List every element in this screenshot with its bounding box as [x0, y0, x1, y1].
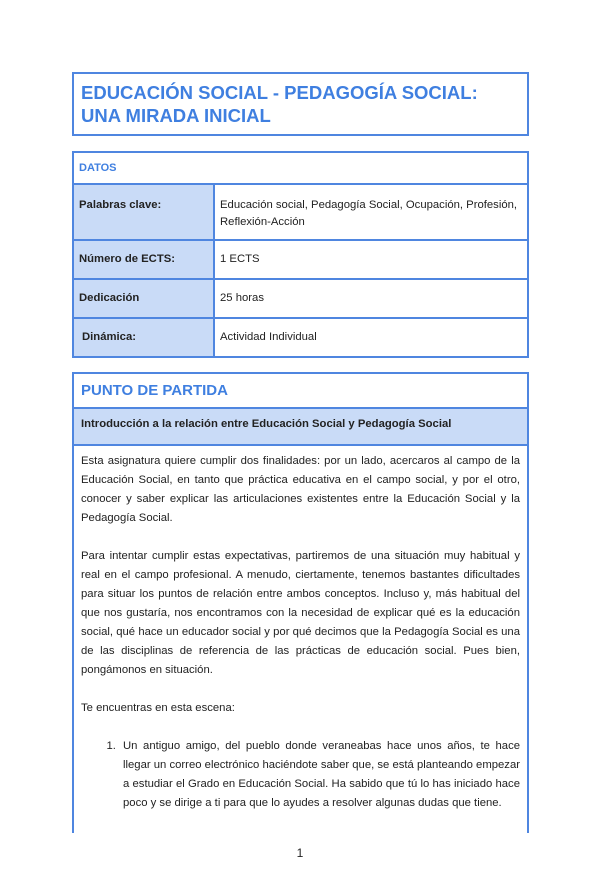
section-subheading: Introducción a la relación entre Educación Social y Pedagogía Social: [74, 409, 527, 446]
row-value: 1 ECTS: [214, 240, 528, 279]
row-value: 25 horas: [214, 279, 528, 318]
row-label: Número de ECTS:: [73, 240, 214, 279]
page-number: 1: [296, 846, 304, 860]
table-row: [73, 240, 528, 279]
punto-de-partida-section: [72, 372, 529, 833]
row-value: Educación social, Pedagogía Social, Ocupación, Profesión, Reflexión-Acción: [214, 184, 528, 240]
title-box: [72, 72, 529, 136]
row-value: Actividad Individual: [214, 318, 528, 357]
table-row: [73, 318, 528, 357]
paragraph: Esta asignatura quiere cumplir dos finalidades: por un lado, acercaros al campo de la Educación Social, en tanto que práctica educativa en el campo social, y por el otro, conocer y saber explicar las articulaciones existentes entre la Educación Social y la Pedagogía Social.: [81, 455, 520, 524]
section-body: [74, 446, 527, 833]
paragraph: Para intentar cumplir estas expectativas, partiremos de una situación muy habitual y real en el campo profesional. A menudo, ciertamente, tenemos bastantes dificultades para situar los puntos de relación entre ambos conceptos. Incluso y, más habitual del que nos gustaría, nos encontramos con la necesidad de explicar qué es la educación social, qué hace un educador social y por qué decimos que la Pedagogía Social es una de las disciplinas de referencia de las prácticas de educación social. Pues bien, pongámonos en situación.: [81, 550, 520, 676]
document-title: [74, 74, 527, 134]
title-line-2: UNA MIRADA INICIAL: [81, 105, 271, 126]
row-label: Dedicación: [73, 279, 214, 318]
list-item: 1. Un antiguo amigo, del pueblo donde veraneabas hace unos años, te hace llegar un correo electrónico haciéndote saber que, se está planteando empezar a estudiar el Grado en Educación Social. Ha sabido que tú lo has iniciado hace poco y se dirige a ti para que lo ayudes a resolver algunas dudas que tiene.: [119, 737, 520, 813]
datos-table: [72, 151, 529, 358]
paragraph: Te encuentras en esta escena:: [81, 702, 235, 714]
table-row: [73, 184, 528, 240]
row-label: Palabras clave:: [73, 184, 214, 240]
row-label: Dinámica:: [73, 318, 214, 357]
section-heading: PUNTO DE PARTIDA: [74, 374, 527, 409]
table-row: [73, 279, 528, 318]
title-line-1: EDUCACIÓN SOCIAL - PEDAGOGÍA SOCIAL:: [81, 82, 478, 103]
scenario-list: [81, 737, 520, 813]
datos-header: DATOS: [73, 152, 528, 184]
